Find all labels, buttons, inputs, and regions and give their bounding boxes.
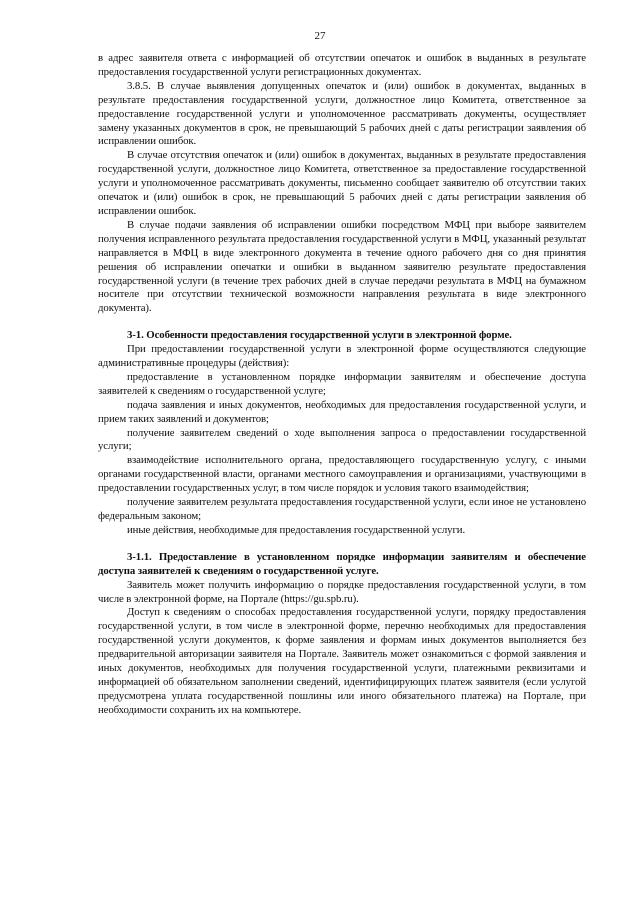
section-3-1-intro: При предоставлении государственной услуги в электронной форме осуществляются следующие административные процедуры (действия): [98, 343, 586, 370]
section-3-1-1-paragraph: Доступ к сведениям о способах предоставления государственной услуги, порядку предоставления государственной услуги, в том числе в электронной форме, перечню необходимых для предоставления государственной услуги документов, к форме заявления и формам иных документов выполняется без предварительной авторизации заявителя на Портале. Заявитель может ознакомиться с формой заявления и иных документов, необходимых для получения государственной услуги, платежными реквизитами и информацией об обязательном заполнении сведений, идентифицирующих платеж заявителя (если услугой предусмотрена уплата государственной пошлины или иного обязательного платежа) на Портале, при необходимости сохранить их на компьютере. [98, 606, 586, 716]
list-item: подача заявления и иных документов, необходимых для предоставления государственной услуги, и прием таких заявлений и документов; [98, 398, 586, 425]
section-heading-3-1-1: 3-1.1. Предоставление в установленном порядке информации заявителям и обеспечение доступа заявителей к сведениям о государственной услуге. [98, 550, 586, 577]
paragraph-continuation: в адрес заявителя ответа с информацией об отсутствии опечаток и ошибок в выданных в результате предоставления государственной услуги регистрационных документах. [98, 52, 586, 78]
section-3-1-1-paragraph: Заявитель может получить информацию о порядке предоставления государственной услуги, в том числе в электронной форме, на Портале (https://gu.spb.ru). [98, 578, 586, 605]
list-item: взаимодействие исполнительного органа, предоставляющего государственную услугу, с иными органами государственной власти, органами местного самоуправления и организациями, участвующими в предоставлении государственных услуг, в том числе порядок и условия такого взаимодействия; [98, 454, 586, 495]
page-number: 27 [314, 30, 326, 42]
list-item: получение заявителем результата предоставления государственной услуги, если иное не установлено федеральным законом; [98, 496, 586, 522]
paragraph-3-8-5: 3.8.5. В случае выявления допущенных опечаток и (или) ошибок в документах, выданных в результате предоставления государственной услуги, должностное лицо Комитета, ответственное за предоставление государственной услуги и уполномоченное рассматривать документы, осуществляет замену указанных документов в срок, не превышающий 5 рабочих дней с даты регистрации заявления об исправлении ошибок. [98, 79, 586, 148]
section-heading-3-1: 3-1. Особенности предоставления государственной услуги в электронной форме. [127, 329, 512, 342]
document-body [98, 52, 586, 718]
paragraph-mfc: В случае подачи заявления об исправлении ошибки посредством МФЦ при выборе заявителем получения исправленного результата предоставления государственной услуги в МФЦ, указанный результат направляется в МФЦ в виде электронного документа в течение одного рабочего дня со дня принятия решения об исправлении опечатки и ошибки в выданном заявителю результате предоставления государственной услуги (в течение трех рабочих дней в случае передачи результата в МФЦ на бумажном носителе при отсутствии технической возможности направления результата в виде электронного документа). [98, 218, 586, 315]
paragraph-no-errors: В случае отсутствия опечаток и (или) ошибок в документах, выданных в результате предоставления государственной услуги, должностное лицо Комитета, ответственное за предоставление государственной услуги и уполномоченное рассматривать документы, письменно сообщает заявителю об отсутствии таких опечаток и (или) ошибок в срок, не превышающий 5 рабочих дней с даты регистрации заявления об исправлении ошибок. [98, 149, 586, 217]
list-item: предоставление в установленном порядке информации заявителям и обеспечение доступа заявителей к сведениям о государственной услуге; [98, 370, 586, 397]
list-item: иные действия, необходимые для предоставления государственной услуги. [127, 523, 466, 536]
list-item: получение заявителем сведений о ходе выполнения запроса о предоставлении государственной услуги; [98, 426, 586, 453]
